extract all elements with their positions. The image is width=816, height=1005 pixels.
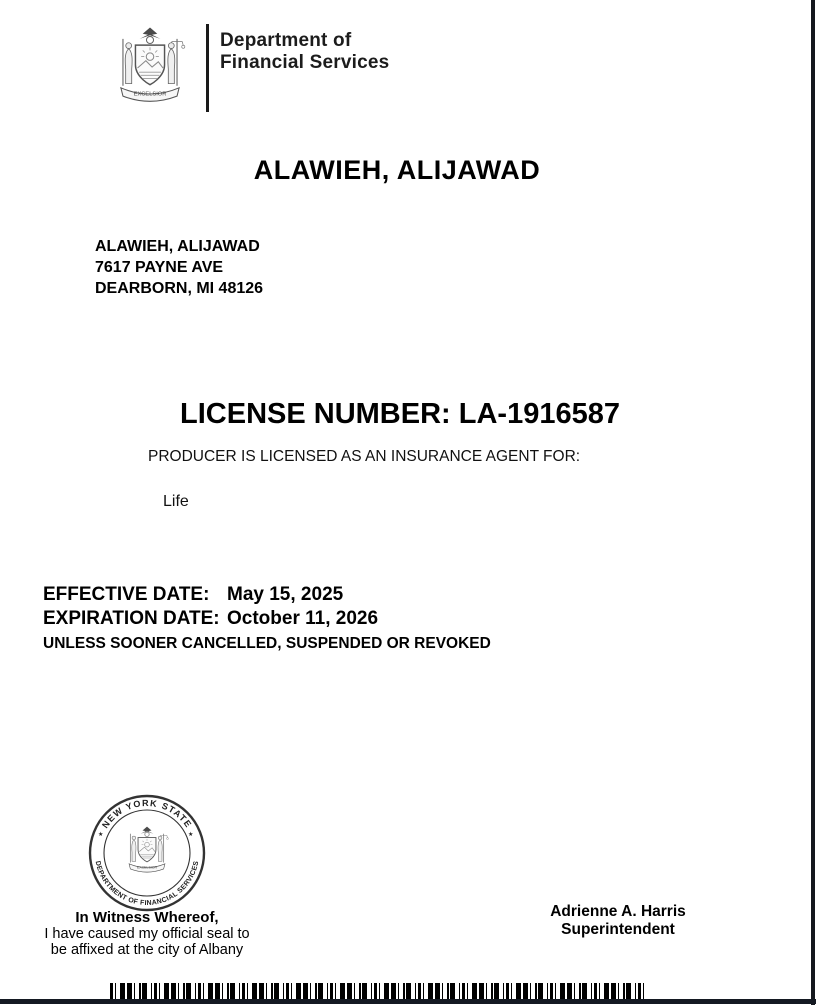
expiration-date-label: EXPIRATION DATE: [43, 608, 220, 629]
license-number-label: LICENSE NUMBER: [180, 398, 451, 430]
condition-statement: UNLESS SOONER CANCELLED, SUSPENDED OR REVOKED [43, 635, 491, 652]
seal-top-text: NEW YORK STATE [100, 797, 194, 830]
address-line: 7617 PAYNE AVE [95, 259, 224, 276]
page-bottom-border [0, 999, 816, 1004]
superintendent-title: Superintendent [561, 921, 675, 938]
witness-line1: In Witness Whereof, [75, 909, 219, 926]
license-number-value: LA-1916587 [458, 398, 620, 430]
license-number [0, 398, 800, 431]
license-dates [43, 583, 378, 631]
agency-name-line1: Department of [220, 30, 352, 51]
witness-line2: I have caused my official seal to [44, 926, 250, 942]
expiration-date-value: October 11, 2026 [227, 608, 379, 629]
producer-statement: PRODUCER IS LICENSED AS AN INSURANCE AGENT FOR: [148, 448, 581, 465]
expiration-date-row [43, 607, 378, 631]
nys-coat-of-arms-logo [98, 20, 202, 114]
agency-name [220, 30, 389, 74]
seal-star-left-icon: ★ [98, 832, 104, 838]
address-line: DEARBORN, MI 48126 [95, 280, 264, 297]
address-line: ALAWIEH, ALIJAWAD [95, 238, 260, 255]
seal-bottom-text: DEPARTMENT OF FINANCIAL SERVICES [93, 860, 201, 908]
barcode [110, 983, 644, 999]
mailing-address [95, 236, 263, 299]
licensee-name: ALAWIEH, ALIJAWAD [253, 155, 541, 185]
line-of-authority: Life [163, 493, 189, 510]
effective-date-row [43, 583, 378, 607]
header-divider [206, 24, 209, 112]
page-right-border [811, 0, 815, 1005]
seal-star-right-icon: ★ [188, 832, 194, 838]
witness-line3: be affixed at the city of Albany [50, 942, 244, 958]
effective-date-value: May 15, 2025 [227, 584, 344, 605]
superintendent-name: Adrienne A. Harris [550, 903, 686, 920]
agency-name-line2: Financial Services [220, 52, 390, 73]
witness-statement [22, 910, 272, 958]
official-seal [87, 793, 207, 913]
signature-block [518, 903, 718, 939]
effective-date-label: EFFECTIVE DATE: [43, 584, 210, 605]
